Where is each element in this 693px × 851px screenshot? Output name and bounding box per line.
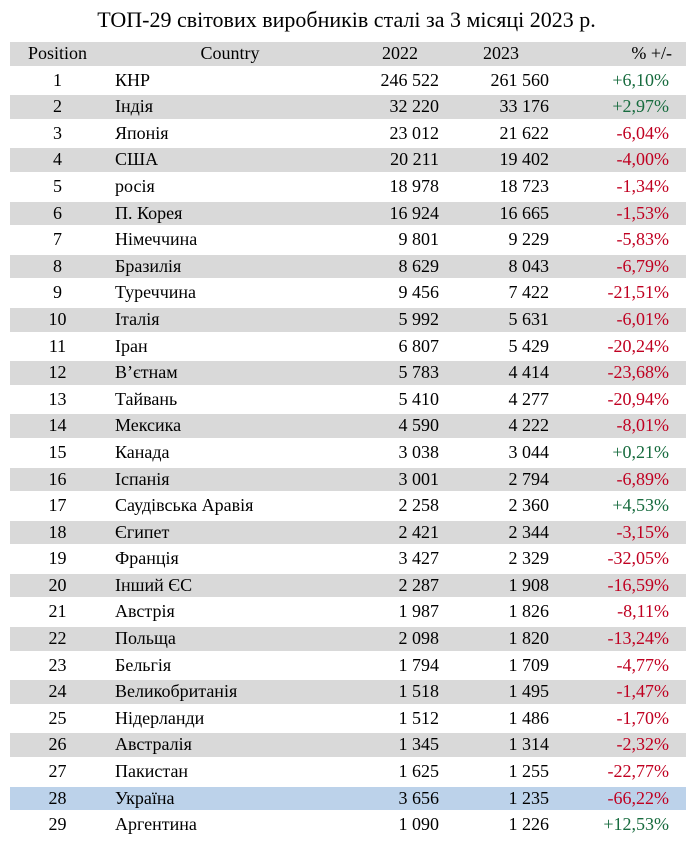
value-2023-cell: 33 176 (445, 94, 557, 121)
value-2023-cell: 1 826 (445, 599, 557, 626)
change-cell: +12,53% (557, 812, 686, 837)
position-cell: 21 (10, 599, 105, 626)
country-cell: Франція (105, 546, 355, 573)
column-header-2022: 2022 (355, 41, 445, 68)
value-2023-cell: 1 255 (445, 759, 557, 786)
value-2023-cell: 1 709 (445, 652, 557, 679)
change-cell: -6,79% (557, 253, 686, 280)
value-2023-cell: 2 794 (445, 466, 557, 493)
table-row (10, 732, 686, 759)
position-cell: 12 (10, 360, 105, 387)
table-row (10, 173, 686, 200)
value-2023-cell: 7 422 (445, 280, 557, 307)
table-row (10, 546, 686, 573)
column-header-2023: 2023 (445, 41, 557, 68)
steel-producers-table (10, 39, 686, 837)
change-cell: -22,77% (557, 759, 686, 786)
change-cell: +2,97% (557, 94, 686, 121)
country-cell: Бразилія (105, 253, 355, 280)
position-cell: 26 (10, 732, 105, 759)
country-cell: Німеччина (105, 227, 355, 254)
position-cell: 8 (10, 253, 105, 280)
change-cell: -6,04% (557, 120, 686, 147)
change-cell: -16,59% (557, 572, 686, 599)
value-2023-cell: 4 222 (445, 413, 557, 440)
position-cell: 28 (10, 785, 105, 812)
change-cell: -3,15% (557, 519, 686, 546)
column-header-change: % +/- (557, 41, 686, 68)
country-cell: Саудівська Аравія (105, 493, 355, 520)
value-2022-cell: 2 421 (355, 519, 445, 546)
position-cell: 2 (10, 94, 105, 121)
value-2022-cell: 1 090 (355, 812, 445, 837)
value-2022-cell: 1 518 (355, 679, 445, 706)
country-cell: КНР (105, 67, 355, 94)
table-row (10, 626, 686, 653)
table-row (10, 386, 686, 413)
value-2022-cell: 16 924 (355, 200, 445, 227)
country-cell: Інший ЄС (105, 572, 355, 599)
value-2022-cell: 2 287 (355, 572, 445, 599)
country-cell: Пакистан (105, 759, 355, 786)
country-cell: Україна (105, 785, 355, 812)
value-2022-cell: 1 794 (355, 652, 445, 679)
value-2023-cell: 1 908 (445, 572, 557, 599)
position-cell: 20 (10, 572, 105, 599)
table-row (10, 306, 686, 333)
table-row (10, 253, 686, 280)
table-body (10, 67, 686, 837)
value-2023-cell: 1 235 (445, 785, 557, 812)
country-cell: Нідерланди (105, 705, 355, 732)
change-cell: -6,01% (557, 306, 686, 333)
table-row (10, 147, 686, 174)
value-2023-cell: 1 486 (445, 705, 557, 732)
value-2022-cell: 3 001 (355, 466, 445, 493)
change-cell: -66,22% (557, 785, 686, 812)
table-row-highlighted (10, 785, 686, 812)
value-2022-cell: 23 012 (355, 120, 445, 147)
table-row (10, 94, 686, 121)
country-cell: Італія (105, 306, 355, 333)
table-row (10, 812, 686, 837)
value-2023-cell: 3 044 (445, 439, 557, 466)
table-header-row (10, 41, 686, 68)
position-cell: 22 (10, 626, 105, 653)
country-cell: Великобританія (105, 679, 355, 706)
change-cell: +4,53% (557, 493, 686, 520)
position-cell: 25 (10, 705, 105, 732)
change-cell: -8,01% (557, 413, 686, 440)
country-cell: Аргентина (105, 812, 355, 837)
position-cell: 10 (10, 306, 105, 333)
position-cell: 15 (10, 439, 105, 466)
country-cell: Тайвань (105, 386, 355, 413)
change-cell: -4,77% (557, 652, 686, 679)
table-row (10, 759, 686, 786)
position-cell: 9 (10, 280, 105, 307)
value-2022-cell: 2 098 (355, 626, 445, 653)
value-2023-cell: 261 560 (445, 67, 557, 94)
table-row (10, 413, 686, 440)
value-2022-cell: 2 258 (355, 493, 445, 520)
change-cell: -23,68% (557, 360, 686, 387)
value-2022-cell: 18 978 (355, 173, 445, 200)
value-2023-cell: 2 344 (445, 519, 557, 546)
change-cell: -2,32% (557, 732, 686, 759)
value-2023-cell: 2 329 (445, 546, 557, 573)
table-row (10, 572, 686, 599)
value-2022-cell: 9 801 (355, 227, 445, 254)
country-cell: Іспанія (105, 466, 355, 493)
value-2022-cell: 5 410 (355, 386, 445, 413)
position-cell: 16 (10, 466, 105, 493)
position-cell: 11 (10, 333, 105, 360)
value-2023-cell: 2 360 (445, 493, 557, 520)
table-row (10, 679, 686, 706)
position-cell: 19 (10, 546, 105, 573)
position-cell: 1 (10, 67, 105, 94)
value-2023-cell: 19 402 (445, 147, 557, 174)
position-cell: 7 (10, 227, 105, 254)
change-cell: +0,21% (557, 439, 686, 466)
value-2022-cell: 8 629 (355, 253, 445, 280)
table-row (10, 200, 686, 227)
column-header-country: Country (105, 41, 355, 68)
country-cell: Туреччина (105, 280, 355, 307)
table-row (10, 280, 686, 307)
position-cell: 18 (10, 519, 105, 546)
country-cell: росія (105, 173, 355, 200)
table-row (10, 120, 686, 147)
table-row (10, 67, 686, 94)
value-2022-cell: 5 783 (355, 360, 445, 387)
position-cell: 27 (10, 759, 105, 786)
position-cell: 4 (10, 147, 105, 174)
country-cell: Японія (105, 120, 355, 147)
value-2023-cell: 1 820 (445, 626, 557, 653)
value-2022-cell: 1 987 (355, 599, 445, 626)
value-2022-cell: 5 992 (355, 306, 445, 333)
table-row (10, 439, 686, 466)
table-row (10, 493, 686, 520)
change-cell: -1,47% (557, 679, 686, 706)
value-2022-cell: 246 522 (355, 67, 445, 94)
country-cell: Єгипет (105, 519, 355, 546)
change-cell: +6,10% (557, 67, 686, 94)
value-2022-cell: 20 211 (355, 147, 445, 174)
table-row (10, 466, 686, 493)
change-cell: -20,24% (557, 333, 686, 360)
value-2022-cell: 32 220 (355, 94, 445, 121)
value-2023-cell: 9 229 (445, 227, 557, 254)
change-cell: -1,70% (557, 705, 686, 732)
position-cell: 5 (10, 173, 105, 200)
country-cell: В’єтнам (105, 360, 355, 387)
table-row (10, 360, 686, 387)
value-2023-cell: 5 429 (445, 333, 557, 360)
value-2022-cell: 3 656 (355, 785, 445, 812)
value-2022-cell: 6 807 (355, 333, 445, 360)
change-cell: -13,24% (557, 626, 686, 653)
change-cell: -21,51% (557, 280, 686, 307)
change-cell: -5,83% (557, 227, 686, 254)
country-cell: Іран (105, 333, 355, 360)
value-2022-cell: 1 512 (355, 705, 445, 732)
country-cell: Австралія (105, 732, 355, 759)
table-row (10, 519, 686, 546)
table-row (10, 652, 686, 679)
position-cell: 17 (10, 493, 105, 520)
value-2023-cell: 4 277 (445, 386, 557, 413)
table-row (10, 705, 686, 732)
country-cell: П. Корея (105, 200, 355, 227)
column-header-position: Position (10, 41, 105, 68)
change-cell: -1,53% (557, 200, 686, 227)
position-cell: 6 (10, 200, 105, 227)
change-cell: -6,89% (557, 466, 686, 493)
value-2022-cell: 1 345 (355, 732, 445, 759)
value-2023-cell: 1 314 (445, 732, 557, 759)
country-cell: Мексика (105, 413, 355, 440)
position-cell: 29 (10, 812, 105, 837)
value-2023-cell: 4 414 (445, 360, 557, 387)
table-row (10, 599, 686, 626)
value-2023-cell: 5 631 (445, 306, 557, 333)
table-row (10, 227, 686, 254)
value-2023-cell: 18 723 (445, 173, 557, 200)
change-cell: -4,00% (557, 147, 686, 174)
value-2023-cell: 1 495 (445, 679, 557, 706)
value-2023-cell: 21 622 (445, 120, 557, 147)
value-2022-cell: 3 038 (355, 439, 445, 466)
country-cell: Бельгія (105, 652, 355, 679)
change-cell: -20,94% (557, 386, 686, 413)
position-cell: 3 (10, 120, 105, 147)
value-2022-cell: 9 456 (355, 280, 445, 307)
change-cell: -32,05% (557, 546, 686, 573)
value-2023-cell: 1 226 (445, 812, 557, 837)
position-cell: 13 (10, 386, 105, 413)
country-cell: США (105, 147, 355, 174)
country-cell: Польща (105, 626, 355, 653)
position-cell: 14 (10, 413, 105, 440)
position-cell: 23 (10, 652, 105, 679)
page-title: ТОП-29 світових виробників сталі за 3 місяці 2023 р. (97, 7, 596, 32)
value-2022-cell: 1 625 (355, 759, 445, 786)
value-2022-cell: 3 427 (355, 546, 445, 573)
country-cell: Індія (105, 94, 355, 121)
value-2022-cell: 4 590 (355, 413, 445, 440)
position-cell: 24 (10, 679, 105, 706)
country-cell: Канада (105, 439, 355, 466)
value-2023-cell: 8 043 (445, 253, 557, 280)
change-cell: -8,11% (557, 599, 686, 626)
change-cell: -1,34% (557, 173, 686, 200)
table-row (10, 333, 686, 360)
country-cell: Австрія (105, 599, 355, 626)
value-2023-cell: 16 665 (445, 200, 557, 227)
